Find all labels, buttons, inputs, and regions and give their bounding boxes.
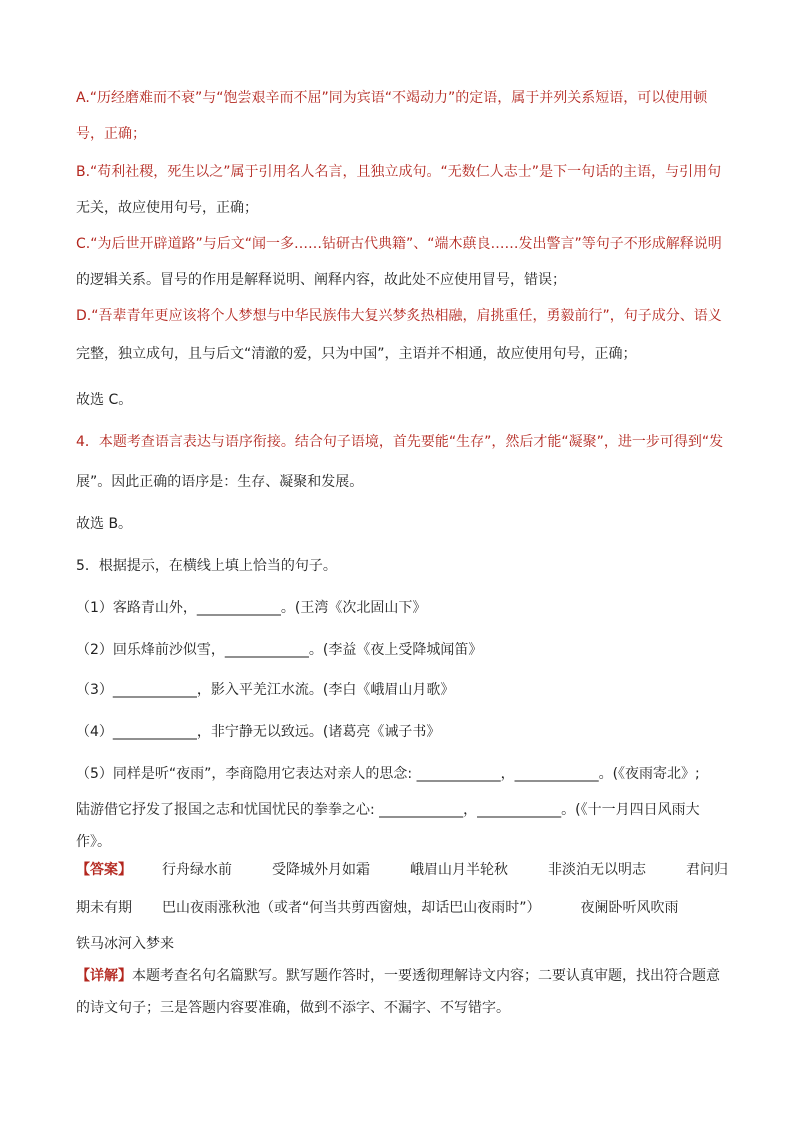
answer-item-2: 受降城外月如霜 (272, 862, 370, 878)
option-c-analysis-line2: 的逻辑关系。冒号的作用是解释说明、阐释内容，故此处不应使用冒号，错误； (76, 272, 566, 288)
option-d-analysis-line2: 完整，独立成句，且与后文“清澈的爱，只为中国”，主语并不相通，故应使用句号，正确； (76, 346, 637, 362)
q5-item-3: （3）____________，影入平羌江水流。(李白《峨眉山月歌》 (76, 682, 455, 698)
option-a-analysis-line2: 号，正确； (76, 126, 146, 142)
answer-item-4: 非淡泊无以明志 (548, 862, 646, 878)
q4-analysis-line1: 4．本题考查语言表达与语序衔接。结合句子语境，首先要能“生存”，然后才能“凝聚”，进一步可得到“发 (76, 434, 724, 450)
answer-item-1: 行舟绿水前 (162, 862, 232, 878)
q5-stem: 5．根据提示，在横线上填上恰当的句子。 (76, 558, 337, 574)
answer-line2 (76, 898, 679, 918)
option-d-analysis-line1: D.“吾辈青年更应该将个人梦想与中华民族伟大复兴梦炙热相融，肩挑重任，勇毅前行”，句子成分、语义 (76, 308, 722, 324)
q5-item-5-line2: 陆游借它抒发了报国之志和忧国忧民的拳拳之心: ____________，____________。(《十一月四日风雨大 (76, 802, 700, 818)
explain-line2: 的诗文句子；三是答题内容要准确，做到不添字、不漏字、不写错字。 (76, 1000, 510, 1016)
option-b-analysis-line2: 无关，故应使用句号，正确； (76, 200, 258, 216)
explain-text-1: 本题考查名句名篇默写。默写题作答时，一要透彻理解诗文内容；二要认真审题，找出符合题意 (132, 968, 720, 984)
q5-item-5-line1: （5）同样是听“夜雨”，李商隐用它表达对亲人的思念: ____________，____________。(《夜雨寄北》; (76, 766, 700, 782)
q5-item-5-line3: 作》。 (76, 834, 111, 850)
choice-b-line: 故选 B。 (76, 516, 133, 532)
answer-line1 (76, 860, 728, 880)
explain-label: 【详解】 (76, 968, 132, 984)
explain-line1 (76, 966, 720, 986)
choice-c-line: 故选 C。 (76, 392, 133, 408)
answer-label: 【答案】 (76, 862, 132, 878)
answer-item-6: 期未有期 (76, 900, 132, 916)
option-a-analysis-line1: A.“历经磨难而不衰”与“饱尝艰辛而不屈”同为宾语“不竭动力”的定语，属于并列关系短语，可以使用顿 (76, 90, 708, 106)
option-b-analysis-line1: B.“苟利社稷，死生以之”属于引用名人名言，且独立成句。“无数仁人志士”是下一句话的主语，与引用句 (76, 164, 722, 180)
q5-item-4: （4）____________，非宁静无以致远。(诸葛亮《诫子书》 (76, 724, 441, 740)
answer-item-5: 君问归 (686, 862, 728, 878)
q4-analysis-line2: 展”。因此正确的语序是：生存、凝聚和发展。 (76, 474, 364, 490)
q5-item-2: （2）回乐烽前沙似雪，____________。(李益《夜上受降城闻笛》 (76, 642, 483, 658)
answer-item-8: 夜阑卧听风吹雨 (580, 900, 679, 916)
q5-item-1: （1）客路青山外，____________。(王湾《次北固山下》 (76, 600, 427, 616)
answer-item-3: 峨眉山月半轮秋 (410, 862, 508, 878)
answer-item-7: 巴山夜雨涨秋池（或者“何当共剪西窗烛，却话巴山夜雨时”） (162, 900, 541, 916)
answer-line3 (76, 934, 174, 954)
option-c-analysis-line1: C.“为后世开辟道路”与后文“闻一多……钻研古代典籍”、“端木蕻良……发出警言”等句子不形成解释说明 (76, 236, 722, 252)
answer-item-9: 铁马冰河入梦来 (76, 936, 174, 952)
